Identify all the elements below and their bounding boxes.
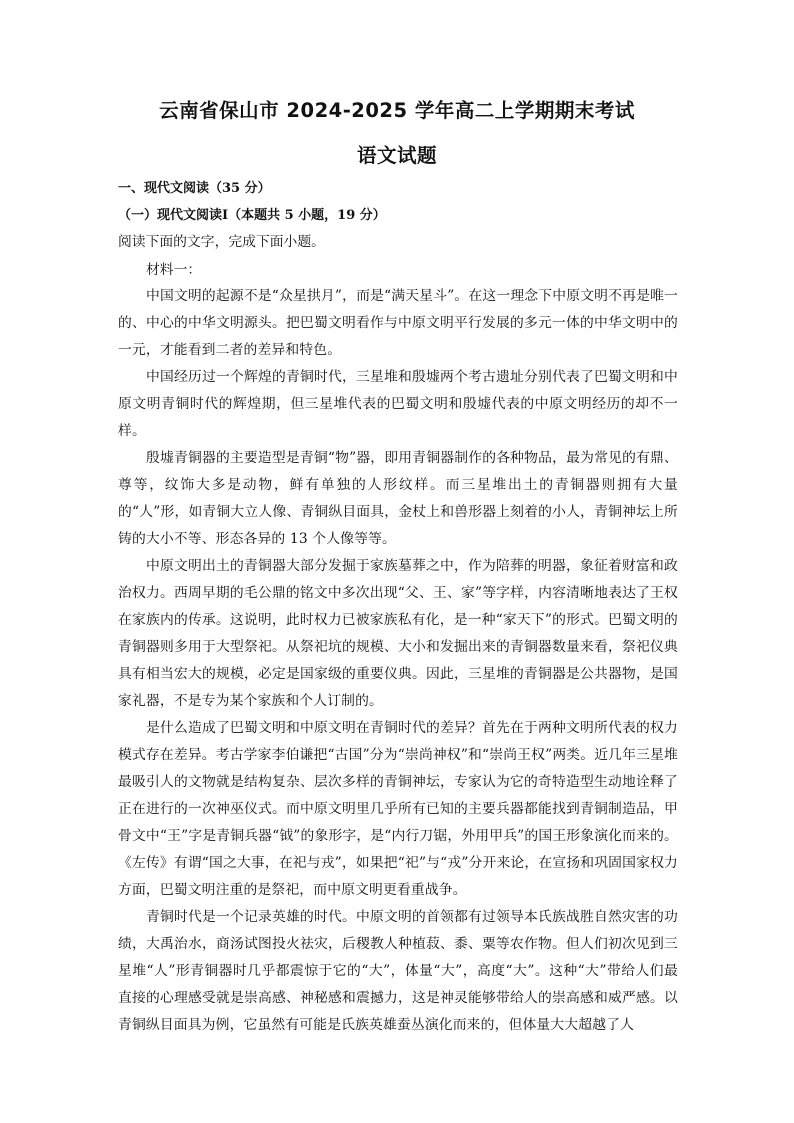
- exam-title: 云南省保山市 2024-2025 学年高二上学期期末考试: [159, 99, 635, 122]
- paragraph: 中原文明出土的青铜器大部分发掘于家族墓葬之中，作为陪葬的明器，象征着财富和政治权力。西周早期的毛公鼎的铭文中多次出现“父、王、家”等字样，内容清晰地表达了王权在家族内的传承。这说明，此时权力已被家族私有化，是一种“家天下”的形式。巴蜀文明的青铜器则多用于大型祭祀。从祭祀坑的规模、大小和发掘出来的青铜器数量来看，祭祀仪典具有相当宏大的规模，必定是国家级的重要仪典。因此，三星堆的青铜器是公共器物，是国家礼器，不是专为某个家族和个人订制的。: [118, 558, 678, 709]
- paragraph: 殷墟青铜器的主要造型是青铜“物”器，即用青铜器制作的各种物品，最为常见的有鼎、尊等，纹饰大多是动物，鲜有单独的人形纹样。而三星堆出土的青铜器则拥有大量的“人”形，如青铜大立人像、青铜纵目面具，金杖上和兽形器上刻着的小人，青铜神坛上所铸的大小不等、形态各异的 13 个人像等等。: [118, 450, 678, 547]
- paragraph: 是什么造成了巴蜀文明和中原文明在青铜时代的差异？首先在于两种文明所代表的权力模式存在差异。考古学家李伯谦把“古国”分为“崇尚神权”和“崇尚王权”两类。近几年三星堆最吸引人的文物就是结构复杂、层次多样的青铜神坛，专家认为它的奇特造型生动地诠释了正在进行的一次神巫仪式。而中原文明里几乎所有已知的主要兵器都能找到青铜制造品，甲骨文中“王”字是青铜兵器“钺”的象形字，是“内行刀锯，外用甲兵”的国王形象演化而来的。《左传》有谓“国之大事，在祀与戎”，如果把“祀”与“戎”分开来论，在宣扬和巩固国家权力方面，巴蜀文明注重的是祭祀，而中原文明更看重战争。: [118, 720, 678, 898]
- material-label: 材料一：: [146, 262, 202, 278]
- material-body: [118, 283, 678, 1039]
- section-heading: 一、现代文阅读（35 分）: [118, 181, 271, 196]
- reading-instruction: 阅读下面的文字，完成下面小题。: [118, 234, 325, 250]
- subsection-heading: （一）现代文阅读Ⅰ（本题共 5 小题，19 分）: [118, 208, 386, 223]
- paragraph: 中国文明的起源不是“众星拱月”，而是“满天星斗”。在这一理念下中原文明不再是唯一的、中心的中华文明源头。把巴蜀文明看作与中原文明平行发展的多元一体的中华文明中的一元，才能看到二者的差异和特色。: [118, 288, 678, 358]
- paragraph: 青铜时代是一个记录英雄的时代。中原文明的首领都有过领导本氏族战胜自然灾害的功绩，大禹治水，商汤试图投火祛灾，后稷教人种植菽、黍、粟等农作物。但人们初次见到三星堆“人”形青铜器时几乎都震惊于它的“大”，体量“大”，高度“大”。这种“大”带给人们最直接的心理感受就是崇高感、神秘感和震撼力，这是神灵能够带给人的崇高感和威严感。以青铜纵目面具为例，它虽然有可能是氏族英雄蚕丛演化而来的，但体量大大超越了人: [118, 909, 678, 1033]
- exam-subtitle: 语文试题: [356, 144, 437, 167]
- paragraph: 中国经历过一个辉煌的青铜时代，三星堆和殷墟两个考古遗址分别代表了巴蜀文明和中原文明青铜时代的辉煌期，但三星堆代表的巴蜀文明和殷墟代表的中原文明经历的却不一样。: [118, 369, 678, 439]
